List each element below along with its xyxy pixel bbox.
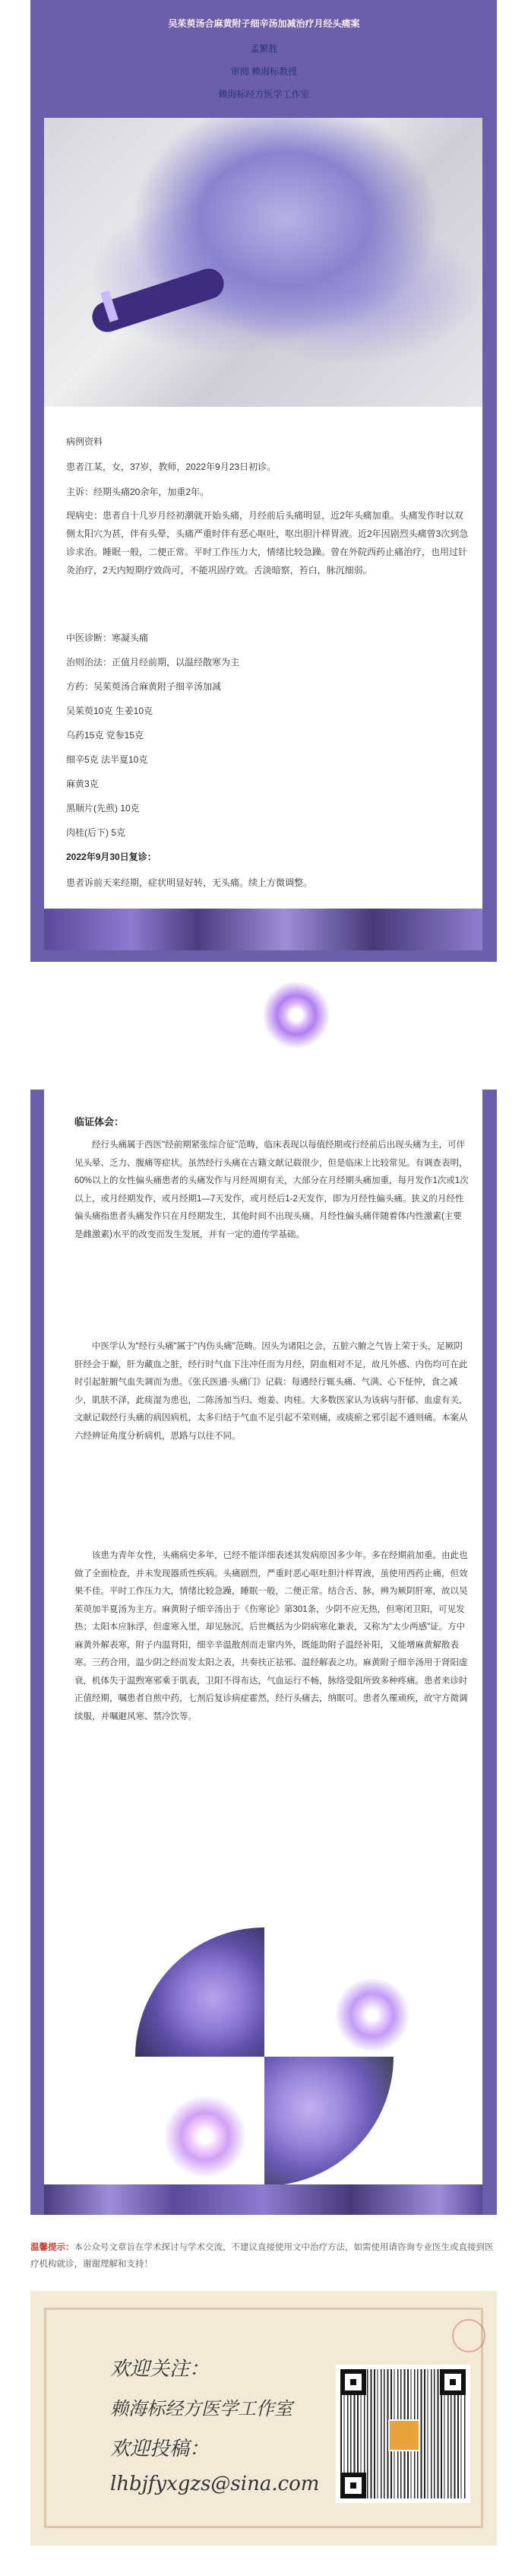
flower-strip-image	[44, 909, 482, 950]
qr-eye-icon	[440, 2369, 466, 2395]
disclaimer-text: 本公众号文章旨在学术探讨与学术交流，不建议直接使用文中治疗方法，如需使用请咨询专业医生或直接到医疗机构就诊，谢谢理解和支持！	[30, 2243, 494, 2269]
followup-title: 2022年9月30日复诊：	[66, 852, 157, 862]
herb-line: 乌药15克 党参15克	[66, 730, 144, 741]
experience-paragraph: 该患为青年女性，头痛病史多年，已经不能详细表述其发病原因多少年。多在经期前加重。由此也做了全面检查，并未发现器质性疾病。头痛剧烈，严重时恶心呕吐胆汁样胃液，虽使用西药止痛，但效果不佳。平时工作压力大，情绪比较急躁，睡眠一般，二便正常。结合舌、脉，辨为厥阴肝寒，故以吴茱萸加半夏汤为主方。麻黄附子细辛汤出于《伤寒论》第301条，少阴不应无热，但寒闭卫阳，可见发热；太阳本应脉浮，但虚寒入里，却见脉沉。后世概括为少阴病寒化兼表，又称为"太少两感"证。方中麻黄外解表寒，附子内温肾阳，细辛辛温散剂而走窜内外，既能助附子温经补阳，又能增麻黄解散表寒。三药合用，温少阴之经而发太阳之表，共奏扶正祛邪、温经解表之功。麻黄附子细辛汤用于肾阳虚衰，机体失于温煦寒邪乘于肌表，卫阳不得布达，气血运行不畅，脉络受阻所致多种疼痛。患者来诊时正值经期，嘱患者自煎中药，七剂后复诊病症霍然，经行头痛去，纳眠可。患者久罹顽疾，故守方微调续服，并嘱避风寒、禁冷饮等。	[74, 1551, 468, 1721]
treatment-principle: 治则治法：正值月经前期，以温经散寒为主	[66, 657, 240, 668]
flower-sparkle-icon	[334, 1977, 410, 2053]
reviewer-line: 审阅 赖海标教授	[230, 66, 298, 77]
stamp-icon	[452, 2319, 485, 2352]
article-title: 吴茱萸汤合麻黄附子细辛汤加减治疗月经头痛案	[168, 18, 360, 29]
followup-text: 患者诉前天来经期，症状明显好转，无头痛。续上方微调整。	[66, 877, 313, 888]
herb-line: 吴茱萸10克 生姜10克	[66, 706, 153, 716]
qr-eye-icon	[340, 2369, 366, 2395]
flower-strip-image	[44, 2184, 482, 2215]
qr-code[interactable]	[336, 2365, 470, 2503]
studio-name: 赖海标经方医学工作室	[110, 2398, 292, 2419]
qr-logo-icon	[388, 2419, 420, 2451]
herb-line: 麻黄3克	[66, 779, 99, 789]
follow-label: 欢迎关注：	[110, 2358, 210, 2381]
contact-email[interactable]: lhbjfyxgzs@sina.com	[110, 2473, 320, 2495]
author-name: 孟繁胜	[250, 43, 278, 54]
experience-title: 临证体会：	[74, 1116, 125, 1128]
disclaimer-label: 温馨提示：	[30, 2243, 74, 2252]
herb-line: 肉桂(后下) 5克	[66, 827, 126, 838]
herb-line: 黑顺片(先煎) 10克	[66, 803, 140, 814]
patient-info: 患者江某，女，37岁，教师，2022年9月23日初诊。	[66, 462, 277, 472]
tcm-diagnosis: 中医诊断：寒凝头痛	[66, 633, 149, 643]
flower-sparkle-icon	[163, 2095, 247, 2178]
qr-eye-icon	[340, 2473, 366, 2498]
formula: 方药：吴茱萸汤合麻黄附子细辛汤加减	[66, 681, 222, 692]
chief-complaint: 主诉：经期头痛20余年，加重2年。	[66, 487, 210, 497]
submit-label: 欢迎投稿：	[110, 2438, 210, 2460]
experience-paragraph: 经行头痛属于西医"经前期紧张综合征"范畴，临床表现以每值经期或行经前后出现头痛为主，可伴见头晕、乏力、腹痛等症状。虽然经行头痛在古籍文献记载很少，但是临床上比较常见。有调查表明，60%以上的女性偏头痛患者的头痛发作与月经周期有关，大部分在月经期头痛加重，每月发作1次或1次以上，或月经期发作，或月经期1—7天发作，或月经后1-2天发作，即为月经性偏头痛。狭义的月经性偏头痛指患者头痛发作只在月经期发生，其他时间不出现头痛。月经性偏头痛伴随着体内性激素(主要是雌激素)水平的改变而发生发展，并有一定的遗传学基础。	[74, 1140, 469, 1239]
flower-divider-icon	[262, 981, 330, 1049]
disclaimer	[30, 2239, 501, 2273]
present-history: 现病史：患者自十几岁月经初潮就开始头痛，月经前后头痛明显，近2年头痛加重。头痛发作时以双侧太阳穴为甚，伴有头晕，头痛严重时伴有恶心呕吐，呕出胆汁样胃液。近2年因剧烈头痛曾3次到急诊求治。睡眠一般，二便正常。平时工作压力大，情绪比较急躁。曾在外院西药止痛治疗，也用过针灸治疗，2天内短期疗效尚可，不能巩固疗效。舌淡暗察，苔白，脉沉细弱。	[66, 510, 469, 576]
case-heading: 病例资料	[66, 436, 103, 447]
herb-line: 细辛5克 法半夏10克	[66, 754, 148, 765]
bouquet-photo	[44, 118, 482, 407]
experience-paragraph: 中医学认为"经行头痛"属于"内伤头痛"范畴。因头为诸阳之会，五脏六腑之气皆上荣于头，足厥阴肝经会于巅，肝为藏血之脏，经行时气血下注冲任而为月经，阴血相对不足，故凡外感、内伤均可在此时引起脏腑气血失调而为患。《张氏医通·头痛门》记载：每遇经行辄头痛、气满、心下怔忡，食之减少，肌肤不泽，此痰湿为患也，二陈汤加当归、炮姜、肉桂。大多数医家认为该病与肝郁、血虚有关，文献记载经行头痛的病因病机，太多归结于气血不足引起不荣则痛，或痰瘀之邪引起不通则痛。本案从六经辨证角度分析病机，思路与以往不同。	[74, 1342, 468, 1441]
studio-line: 赖海标经方医学工作室	[218, 89, 310, 100]
